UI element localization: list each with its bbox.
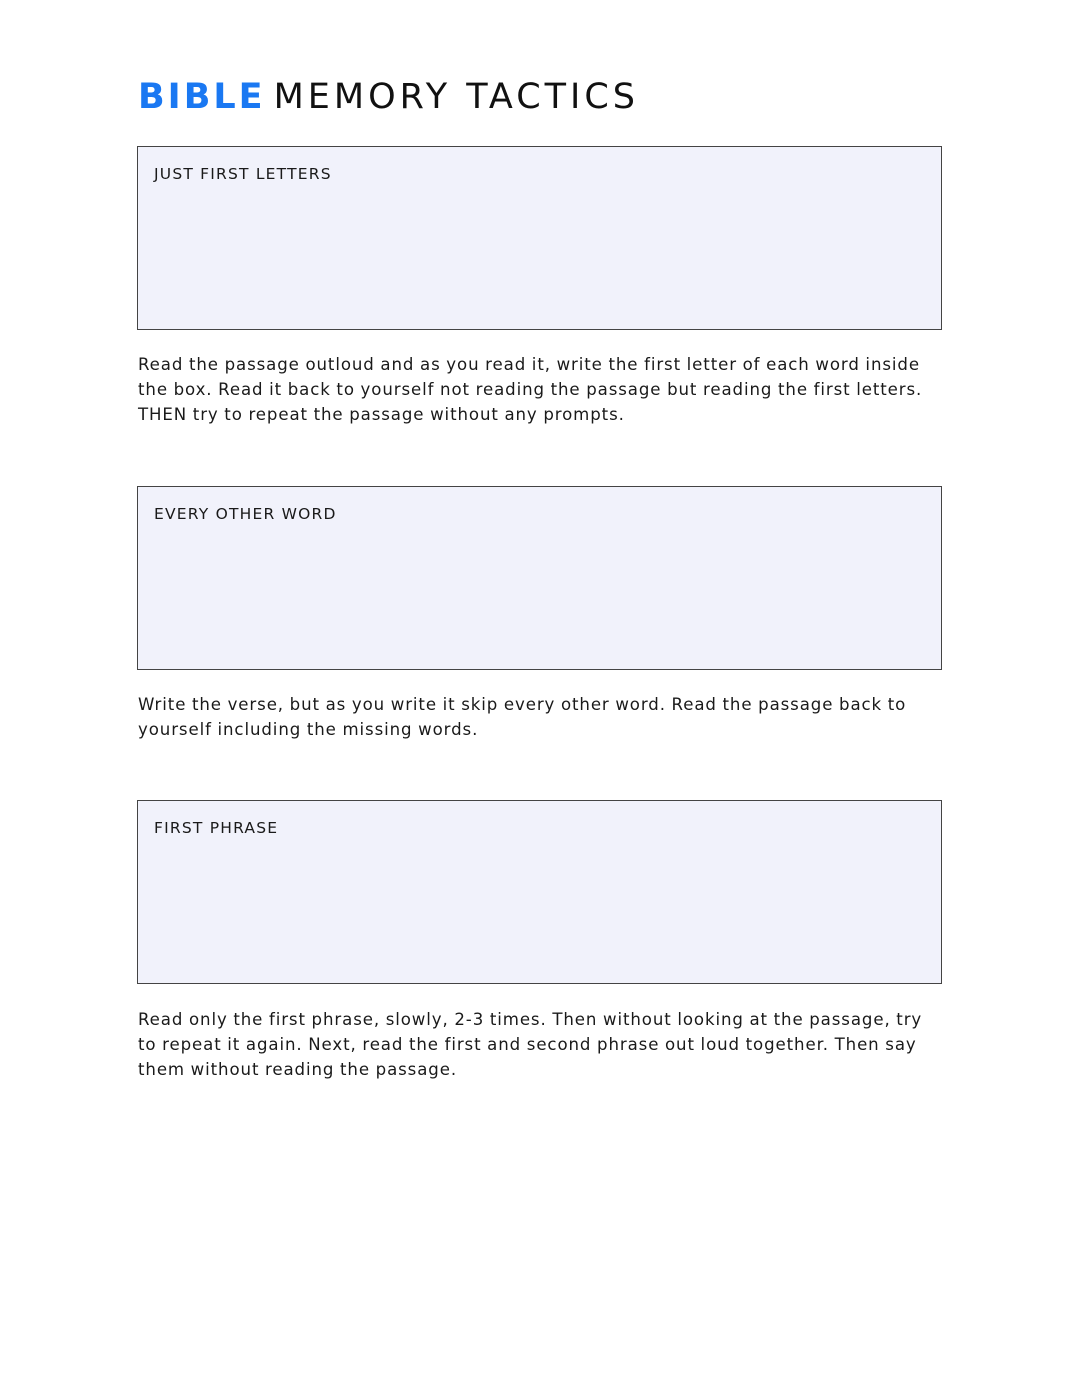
instructions-first-phrase: Read only the first phrase, slowly, 2-3 times. Then without looking at the passage, try to repeat it again. Next, read the first and second phrase out loud together. Then say them without reading the passage.	[138, 1010, 923, 1079]
instructions-every-other-word: Write the verse, but as you write it skip every other word. Read the passage back to yourself including the missing words.	[138, 695, 907, 739]
box-label-first-phrase: FIRST PHRASE	[154, 819, 279, 837]
writing-box-first-phrase[interactable]	[137, 800, 942, 984]
title-accent-word: BIBLE	[138, 77, 266, 117]
box-label-every-other-word: EVERY OTHER WORD	[154, 505, 337, 523]
page-title	[138, 76, 639, 118]
writing-box-every-other-word[interactable]	[137, 486, 942, 670]
box-label-first-letters: JUST FIRST LETTERS	[154, 165, 332, 183]
instructions-first-letters: Read the passage outloud and as you read it, write the first letter of each word inside the box. Read it back to yourself not reading the passage but reading the first letters. THEN try to repeat the passage without any prompts.	[138, 355, 923, 424]
title-rest: MEMORY TACTICS	[273, 77, 640, 117]
writing-box-first-letters[interactable]	[137, 146, 942, 330]
